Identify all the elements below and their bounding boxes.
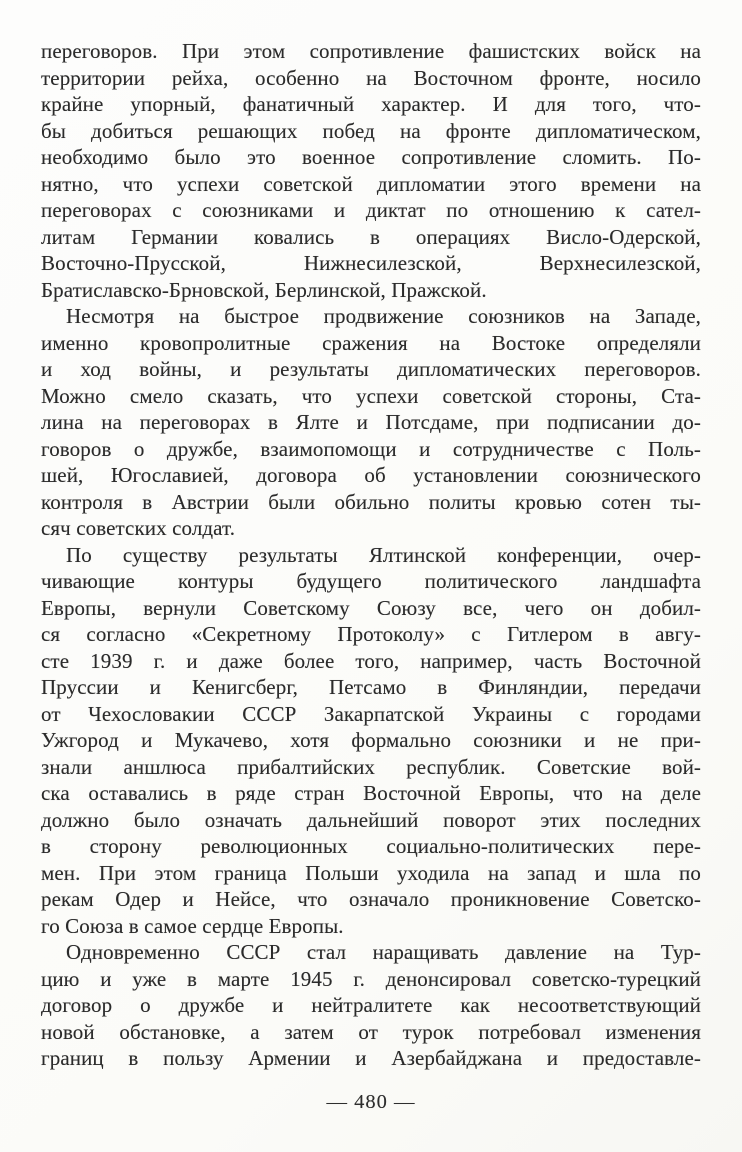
text-line: знали аншлюса прибалтийских республик. Советские вой- <box>41 754 701 779</box>
page-footer <box>41 1091 701 1114</box>
text-line: литам Германии ковались в операциях Висло-Одерской, <box>41 224 701 249</box>
paragraph <box>41 939 701 1072</box>
text-line: контроля в Австрии были обильно политы кровью сотен ты- <box>41 489 701 514</box>
text-line: и ход войны, и результаты дипломатических переговоров. <box>41 357 701 381</box>
text-line: Несмотря на быстрое продвижение союзников на Западе, <box>66 304 701 328</box>
text-line: бы добиться решающих побед на фронте дипломатическом, <box>41 118 701 143</box>
text-line: говоров о дружбе, взаимопомощи и сотрудничестве с Поль- <box>41 436 701 461</box>
text-body <box>41 38 701 1072</box>
text-line: лина на переговорах в Ялте и Потсдаме, при подписании до- <box>41 410 701 434</box>
text-line: чивающие контуры будущего политического ландшафта <box>41 569 701 593</box>
paragraph <box>41 303 701 542</box>
text-line: цию и уже в марте 1945 г. денонсировал советско-турецкий <box>41 966 701 991</box>
text-line: Европы, вернули Советскому Союзу все, чего он добил- <box>41 595 701 620</box>
text-line: новой обстановке, а затем от турок потребовал изменения <box>41 1019 701 1044</box>
text-line: переговоров. При этом сопротивление фашистских войск на <box>41 39 701 63</box>
text-line: переговорах с союзниками и диктат по отношению к сател- <box>41 198 701 222</box>
text-line: По существу результаты Ялтинской конференции, очер- <box>66 542 701 567</box>
text-line: именно кровопролитные сражения на Востоке определяли <box>41 330 701 355</box>
text-line: Братиславско-Брновской, Берлинской, Пражской. <box>41 277 487 302</box>
text-line: сяч советских солдат. <box>41 516 236 540</box>
text-line: Восточно-Прусской, Нижнесилезской, Верхнесилезской, <box>41 251 701 275</box>
text-line: го Союза в самое сердце Европы. <box>41 913 344 938</box>
text-line: ска оставались в ряде стран Восточной Европы, что на деле <box>41 781 701 805</box>
text-line: сте 1939 г. и даже более того, например, часть Восточной <box>41 648 701 673</box>
text-line: мен. При этом граница Польши уходила на запад и шла по <box>41 860 701 885</box>
paragraph <box>41 542 701 940</box>
paragraph <box>41 38 701 303</box>
text-line: от Чехословакии СССР Закарпатской Украины с городами <box>41 701 701 726</box>
text-line: Пруссии и Кенигсберг, Петсамо в Финляндии, передачи <box>41 675 701 699</box>
text-line: территории рейха, особенно на Восточном фронте, носило <box>41 65 701 90</box>
text-line: шей, Югославией, договора об установлении союзнического <box>41 463 701 487</box>
text-line: рекам Одер и Нейсе, что означало проникновение Советско- <box>41 887 701 911</box>
text-line: Ужгород и Мукачево, хотя формально союзники и не при- <box>41 728 701 752</box>
text-line: ся согласно «Секретному Протоколу» с Гитлером в авгу- <box>41 622 701 646</box>
text-line: должно было означать дальнейший поворот этих последних <box>41 807 701 832</box>
text-line: в сторону революционных социально-политических пере- <box>41 834 701 858</box>
text-line: договор о дружбе и нейтралитете как несоответствующий <box>41 993 701 1017</box>
text-line: необходимо было это военное сопротивление сломить. По- <box>41 145 701 169</box>
page-number: — 480 — <box>326 1090 416 1113</box>
text-line: Можно смело сказать, что успехи советской стороны, Ста- <box>41 383 701 408</box>
text-line: нятно, что успехи советской дипломатии этого времени на <box>41 171 701 196</box>
text-line: границ в пользу Армении и Азербайджана и предоставле- <box>41 1046 701 1070</box>
text-line: Одновременно СССР стал наращивать давление на Тур- <box>66 940 701 964</box>
text-line: крайне упорный, фанатичный характер. И для того, что- <box>41 92 701 116</box>
